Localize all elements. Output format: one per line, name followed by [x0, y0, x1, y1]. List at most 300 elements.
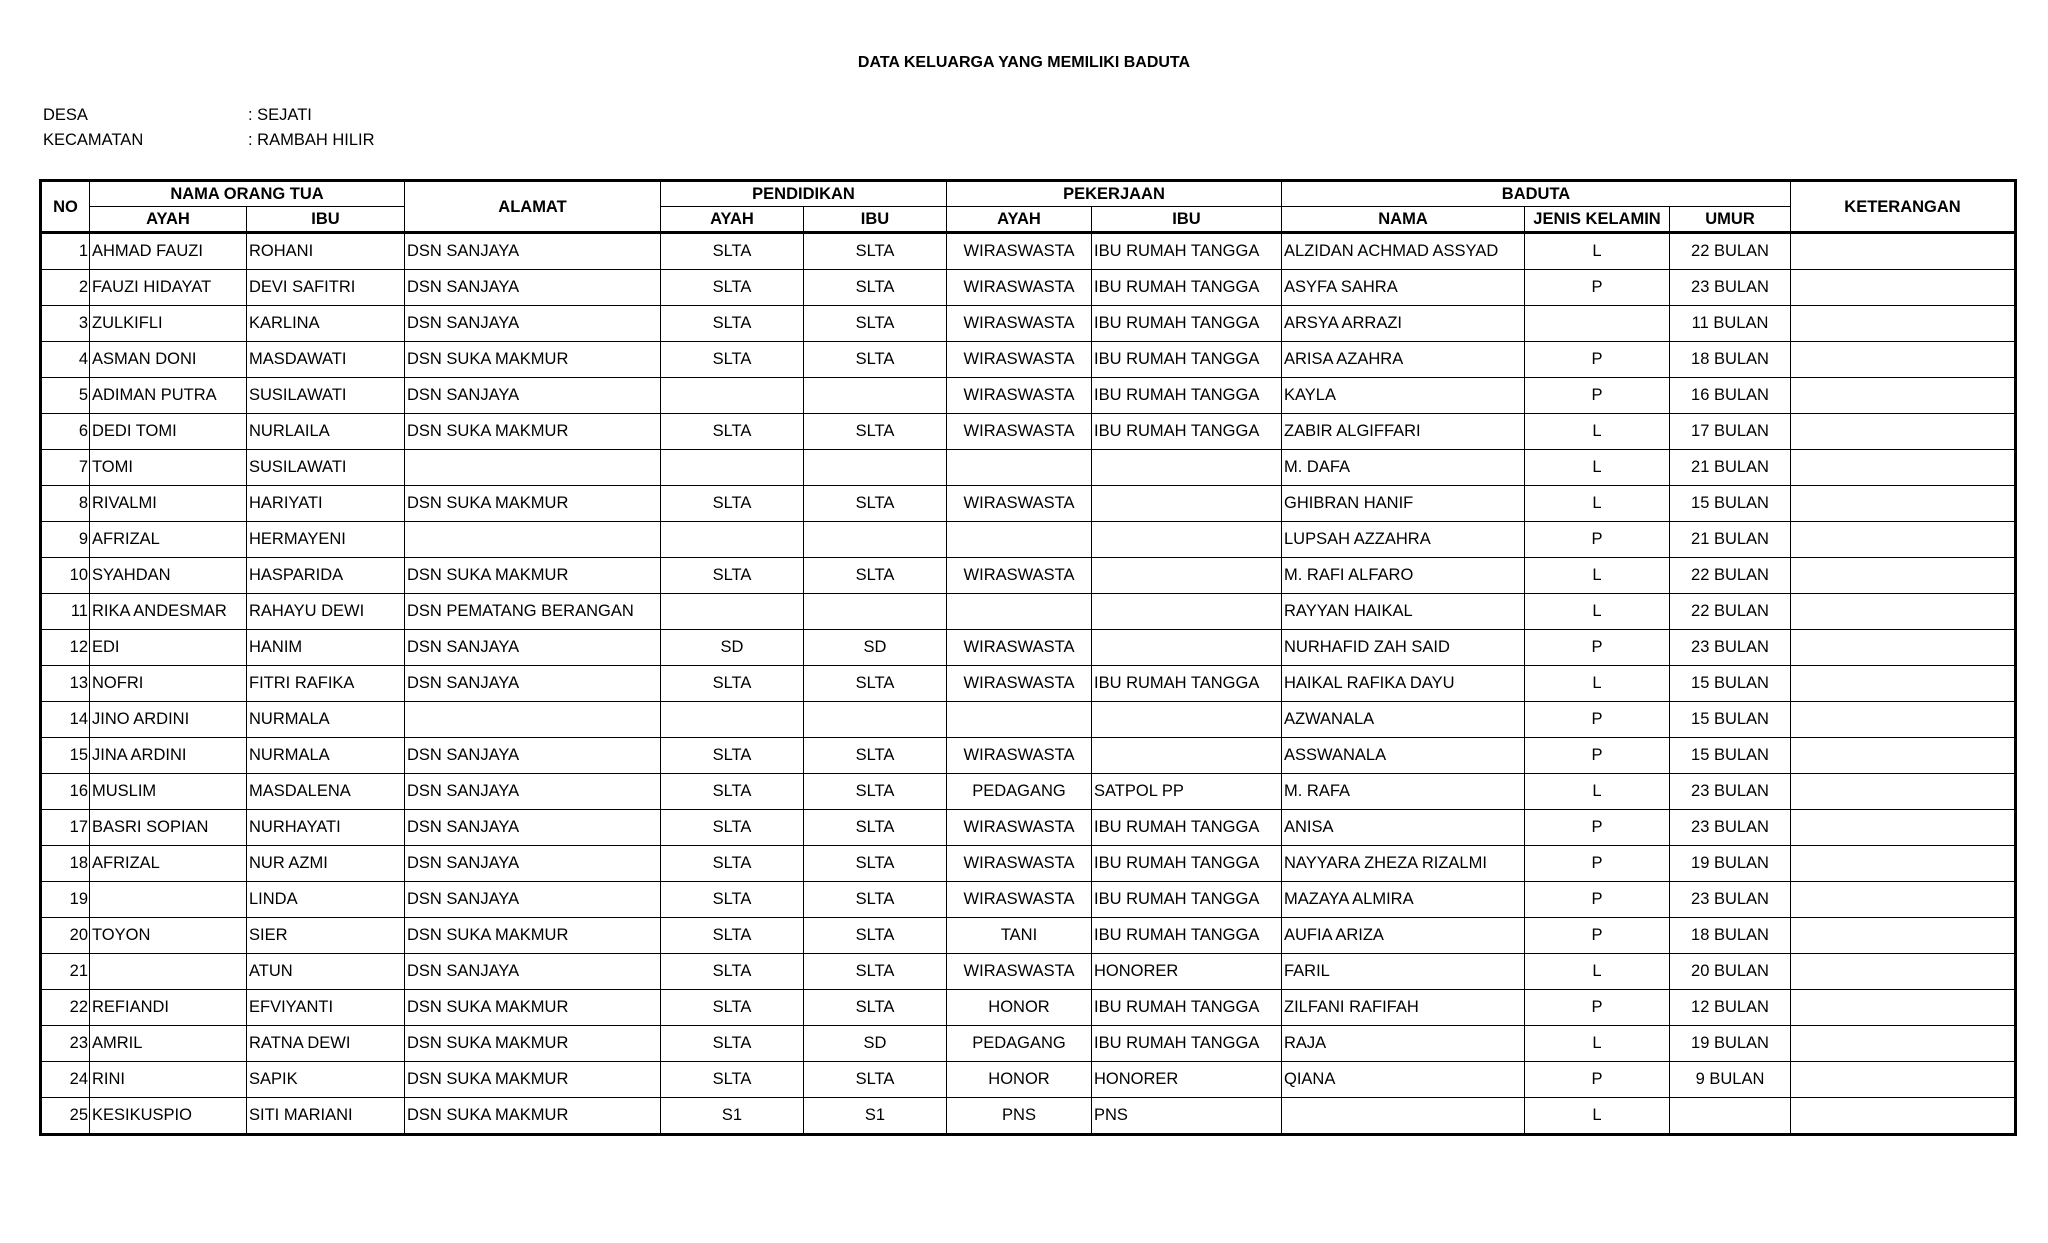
- umur-cell: 21 BULAN: [1670, 450, 1791, 486]
- ibu-name-cell: SUSILAWATI: [247, 450, 405, 486]
- pekerjaan-ayah-cell: WIRASWASTA: [947, 558, 1092, 594]
- alamat-cell: DSN SUKA MAKMUR: [405, 558, 661, 594]
- ibu-name-cell: SUSILAWATI: [247, 378, 405, 414]
- ayah-name-cell: TOYON: [90, 918, 247, 954]
- pendidikan-ayah-cell: [661, 522, 804, 558]
- ibu-name-cell: NURLAILA: [247, 414, 405, 450]
- umur-cell: 22 BULAN: [1670, 558, 1791, 594]
- pendidikan-ayah-cell: SLTA: [661, 954, 804, 990]
- jenis-kelamin-cell: L: [1525, 233, 1670, 270]
- baduta-nama-cell: GHIBRAN HANIF: [1282, 486, 1525, 522]
- header-baduta: BADUTA: [1282, 181, 1791, 207]
- jenis-kelamin-cell: P: [1525, 738, 1670, 774]
- header-pendidikan-ayah: AYAH: [661, 207, 804, 233]
- table-row: [41, 882, 2016, 918]
- umur-cell: 18 BULAN: [1670, 342, 1791, 378]
- jenis-kelamin-cell: P: [1525, 1062, 1670, 1098]
- ayah-name-cell: [90, 882, 247, 918]
- ibu-name-cell: MASDAWATI: [247, 342, 405, 378]
- ibu-name-cell: HARIYATI: [247, 486, 405, 522]
- ayah-name-cell: [90, 954, 247, 990]
- pekerjaan-ayah-cell: PNS: [947, 1098, 1092, 1135]
- pekerjaan-ibu-cell: HONORER: [1092, 954, 1282, 990]
- no-cell: 3: [41, 306, 90, 342]
- keterangan-cell: [1791, 882, 2016, 918]
- baduta-nama-cell: ANISA: [1282, 810, 1525, 846]
- umur-cell: 19 BULAN: [1670, 1026, 1791, 1062]
- keterangan-cell: [1791, 378, 2016, 414]
- umur-cell: 19 BULAN: [1670, 846, 1791, 882]
- ibu-name-cell: RAHAYU DEWI: [247, 594, 405, 630]
- alamat-cell: [405, 522, 661, 558]
- pekerjaan-ibu-cell: IBU RUMAH TANGGA: [1092, 846, 1282, 882]
- table-row: [41, 774, 2016, 810]
- no-cell: 2: [41, 270, 90, 306]
- jenis-kelamin-cell: P: [1525, 846, 1670, 882]
- ayah-name-cell: FAUZI HIDAYAT: [90, 270, 247, 306]
- ayah-name-cell: EDI: [90, 630, 247, 666]
- alamat-cell: DSN SUKA MAKMUR: [405, 1062, 661, 1098]
- pekerjaan-ibu-cell: IBU RUMAH TANGGA: [1092, 918, 1282, 954]
- header-umur: UMUR: [1670, 207, 1791, 233]
- umur-cell: 15 BULAN: [1670, 666, 1791, 702]
- keterangan-cell: [1791, 414, 2016, 450]
- keterangan-cell: [1791, 774, 2016, 810]
- header-no: NO: [41, 181, 90, 233]
- ibu-name-cell: SIER: [247, 918, 405, 954]
- baduta-nama-cell: RAJA: [1282, 1026, 1525, 1062]
- baduta-nama-cell: M. DAFA: [1282, 450, 1525, 486]
- baduta-nama-cell: NAYYARA ZHEZA RIZALMI: [1282, 846, 1525, 882]
- no-cell: 21: [41, 954, 90, 990]
- header-pekerjaan-ayah: AYAH: [947, 207, 1092, 233]
- table-row: [41, 702, 2016, 738]
- desa-line: [43, 106, 312, 125]
- keterangan-cell: [1791, 702, 2016, 738]
- pendidikan-ibu-cell: SLTA: [804, 846, 947, 882]
- pendidikan-ibu-cell: SD: [804, 1026, 947, 1062]
- pendidikan-ayah-cell: SLTA: [661, 990, 804, 1026]
- ibu-name-cell: HASPARIDA: [247, 558, 405, 594]
- pendidikan-ibu-cell: SLTA: [804, 1062, 947, 1098]
- keterangan-cell: [1791, 630, 2016, 666]
- jenis-kelamin-cell: L: [1525, 774, 1670, 810]
- pekerjaan-ayah-cell: WIRASWASTA: [947, 810, 1092, 846]
- keterangan-cell: [1791, 486, 2016, 522]
- pekerjaan-ayah-cell: WIRASWASTA: [947, 414, 1092, 450]
- pendidikan-ayah-cell: S1: [661, 1098, 804, 1135]
- alamat-cell: DSN SANJAYA: [405, 306, 661, 342]
- table-row: [41, 233, 2016, 270]
- no-cell: 22: [41, 990, 90, 1026]
- keterangan-cell: [1791, 558, 2016, 594]
- jenis-kelamin-cell: P: [1525, 882, 1670, 918]
- keterangan-cell: [1791, 1062, 2016, 1098]
- alamat-cell: DSN SANJAYA: [405, 270, 661, 306]
- keterangan-cell: [1791, 450, 2016, 486]
- umur-cell: 11 BULAN: [1670, 306, 1791, 342]
- umur-cell: 15 BULAN: [1670, 702, 1791, 738]
- alamat-cell: DSN SANJAYA: [405, 630, 661, 666]
- pekerjaan-ayah-cell: WIRASWASTA: [947, 846, 1092, 882]
- umur-cell: 23 BULAN: [1670, 270, 1791, 306]
- header-nama-orang-tua: NAMA ORANG TUA: [90, 181, 405, 207]
- pendidikan-ibu-cell: [804, 702, 947, 738]
- jenis-kelamin-cell: L: [1525, 1098, 1670, 1135]
- table-row: [41, 666, 2016, 702]
- header-pekerjaan-ibu: IBU: [1092, 207, 1282, 233]
- pekerjaan-ayah-cell: WIRASWASTA: [947, 954, 1092, 990]
- kecamatan-line: [43, 131, 375, 150]
- ayah-name-cell: RIKA ANDESMAR: [90, 594, 247, 630]
- pendidikan-ibu-cell: SLTA: [804, 990, 947, 1026]
- kecamatan-label: KECAMATAN: [43, 131, 144, 149]
- pekerjaan-ibu-cell: [1092, 558, 1282, 594]
- alamat-cell: [405, 450, 661, 486]
- pekerjaan-ibu-cell: IBU RUMAH TANGGA: [1092, 882, 1282, 918]
- keterangan-cell: [1791, 846, 2016, 882]
- ibu-name-cell: NURMALA: [247, 738, 405, 774]
- no-cell: 17: [41, 810, 90, 846]
- umur-cell: 23 BULAN: [1670, 810, 1791, 846]
- header-alamat: ALAMAT: [405, 181, 661, 233]
- table-row: [41, 630, 2016, 666]
- table-row: [41, 594, 2016, 630]
- no-cell: 8: [41, 486, 90, 522]
- pendidikan-ibu-cell: SLTA: [804, 774, 947, 810]
- ayah-name-cell: ASMAN DONI: [90, 342, 247, 378]
- jenis-kelamin-cell: L: [1525, 1026, 1670, 1062]
- jenis-kelamin-cell: P: [1525, 522, 1670, 558]
- pendidikan-ibu-cell: SLTA: [804, 810, 947, 846]
- pendidikan-ayah-cell: SLTA: [661, 486, 804, 522]
- pendidikan-ibu-cell: [804, 378, 947, 414]
- alamat-cell: DSN SUKA MAKMUR: [405, 342, 661, 378]
- jenis-kelamin-cell: P: [1525, 918, 1670, 954]
- header-ayah: AYAH: [90, 207, 247, 233]
- no-cell: 9: [41, 522, 90, 558]
- pendidikan-ayah-cell: [661, 594, 804, 630]
- baduta-nama-cell: ASSWANALA: [1282, 738, 1525, 774]
- header-jenis-kelamin: JENIS KELAMIN: [1525, 207, 1670, 233]
- baduta-nama-cell: NURHAFID ZAH SAID: [1282, 630, 1525, 666]
- pekerjaan-ayah-cell: WIRASWASTA: [947, 882, 1092, 918]
- alamat-cell: DSN SANJAYA: [405, 666, 661, 702]
- table-row: [41, 990, 2016, 1026]
- pekerjaan-ibu-cell: IBU RUMAH TANGGA: [1092, 666, 1282, 702]
- pekerjaan-ibu-cell: PNS: [1092, 1098, 1282, 1135]
- pendidikan-ayah-cell: [661, 450, 804, 486]
- pekerjaan-ayah-cell: WIRASWASTA: [947, 738, 1092, 774]
- pekerjaan-ibu-cell: IBU RUMAH TANGGA: [1092, 810, 1282, 846]
- pendidikan-ibu-cell: SLTA: [804, 342, 947, 378]
- alamat-cell: DSN SUKA MAKMUR: [405, 486, 661, 522]
- ayah-name-cell: AHMAD FAUZI: [90, 233, 247, 270]
- baduta-nama-cell: M. RAFI ALFARO: [1282, 558, 1525, 594]
- umur-cell: 15 BULAN: [1670, 486, 1791, 522]
- umur-cell: 9 BULAN: [1670, 1062, 1791, 1098]
- ibu-name-cell: HANIM: [247, 630, 405, 666]
- no-cell: 1: [41, 233, 90, 270]
- baduta-nama-cell: HAIKAL RAFIKA DAYU: [1282, 666, 1525, 702]
- header-pekerjaan: PEKERJAAN: [947, 181, 1282, 207]
- ibu-name-cell: ROHANI: [247, 233, 405, 270]
- ayah-name-cell: AMRIL: [90, 1026, 247, 1062]
- kecamatan-value: : RAMBAH HILIR: [248, 131, 375, 149]
- keterangan-cell: [1791, 918, 2016, 954]
- ibu-name-cell: SAPIK: [247, 1062, 405, 1098]
- pekerjaan-ibu-cell: IBU RUMAH TANGGA: [1092, 306, 1282, 342]
- table-row: [41, 522, 2016, 558]
- pendidikan-ibu-cell: SLTA: [804, 558, 947, 594]
- pekerjaan-ayah-cell: WIRASWASTA: [947, 378, 1092, 414]
- baduta-nama-cell: ZABIR ALGIFFARI: [1282, 414, 1525, 450]
- pekerjaan-ayah-cell: WIRASWASTA: [947, 342, 1092, 378]
- pendidikan-ibu-cell: [804, 522, 947, 558]
- baduta-nama-cell: KAYLA: [1282, 378, 1525, 414]
- baduta-nama-cell: ALZIDAN ACHMAD ASSYAD: [1282, 233, 1525, 270]
- pekerjaan-ayah-cell: TANI: [947, 918, 1092, 954]
- pendidikan-ibu-cell: SLTA: [804, 918, 947, 954]
- no-cell: 7: [41, 450, 90, 486]
- baduta-nama-cell: LUPSAH AZZAHRA: [1282, 522, 1525, 558]
- no-cell: 11: [41, 594, 90, 630]
- pendidikan-ayah-cell: SLTA: [661, 882, 804, 918]
- no-cell: 23: [41, 1026, 90, 1062]
- table-row: [41, 378, 2016, 414]
- table-row: [41, 738, 2016, 774]
- pendidikan-ayah-cell: SLTA: [661, 918, 804, 954]
- pekerjaan-ibu-cell: [1092, 486, 1282, 522]
- pendidikan-ibu-cell: [804, 594, 947, 630]
- pekerjaan-ibu-cell: [1092, 594, 1282, 630]
- no-cell: 10: [41, 558, 90, 594]
- alamat-cell: DSN SANJAYA: [405, 378, 661, 414]
- pendidikan-ayah-cell: SLTA: [661, 738, 804, 774]
- jenis-kelamin-cell: P: [1525, 342, 1670, 378]
- pendidikan-ayah-cell: SLTA: [661, 846, 804, 882]
- umur-cell: 23 BULAN: [1670, 882, 1791, 918]
- desa-label: DESA: [43, 106, 88, 124]
- pendidikan-ibu-cell: SD: [804, 630, 947, 666]
- jenis-kelamin-cell: P: [1525, 630, 1670, 666]
- ayah-name-cell: NOFRI: [90, 666, 247, 702]
- umur-cell: [1670, 1098, 1791, 1135]
- pendidikan-ibu-cell: SLTA: [804, 882, 947, 918]
- header-pendidikan: PENDIDIKAN: [661, 181, 947, 207]
- ayah-name-cell: AFRIZAL: [90, 846, 247, 882]
- table-row: [41, 918, 2016, 954]
- keterangan-cell: [1791, 666, 2016, 702]
- umur-cell: 22 BULAN: [1670, 233, 1791, 270]
- no-cell: 14: [41, 702, 90, 738]
- alamat-cell: DSN SANJAYA: [405, 882, 661, 918]
- alamat-cell: DSN SUKA MAKMUR: [405, 1098, 661, 1135]
- table-row: [41, 306, 2016, 342]
- pendidikan-ibu-cell: SLTA: [804, 486, 947, 522]
- pendidikan-ibu-cell: S1: [804, 1098, 947, 1135]
- umur-cell: 15 BULAN: [1670, 738, 1791, 774]
- pekerjaan-ayah-cell: WIRASWASTA: [947, 306, 1092, 342]
- ibu-name-cell: DEVI SAFITRI: [247, 270, 405, 306]
- table-row: [41, 954, 2016, 990]
- header-keterangan: KETERANGAN: [1791, 181, 2016, 233]
- ibu-name-cell: RATNA DEWI: [247, 1026, 405, 1062]
- table-body: [41, 233, 2016, 1135]
- baduta-nama-cell: RAYYAN HAIKAL: [1282, 594, 1525, 630]
- no-cell: 18: [41, 846, 90, 882]
- alamat-cell: DSN PEMATANG BERANGAN: [405, 594, 661, 630]
- ibu-name-cell: ATUN: [247, 954, 405, 990]
- pekerjaan-ayah-cell: WIRASWASTA: [947, 666, 1092, 702]
- alamat-cell: DSN SUKA MAKMUR: [405, 414, 661, 450]
- pekerjaan-ibu-cell: HONORER: [1092, 1062, 1282, 1098]
- umur-cell: 23 BULAN: [1670, 774, 1791, 810]
- pekerjaan-ayah-cell: PEDAGANG: [947, 774, 1092, 810]
- table-row: [41, 450, 2016, 486]
- desa-value: : SEJATI: [248, 106, 312, 124]
- pekerjaan-ayah-cell: WIRASWASTA: [947, 630, 1092, 666]
- keterangan-cell: [1791, 954, 2016, 990]
- ibu-name-cell: MASDALENA: [247, 774, 405, 810]
- ayah-name-cell: DEDI TOMI: [90, 414, 247, 450]
- ayah-name-cell: JINO ARDINI: [90, 702, 247, 738]
- no-cell: 13: [41, 666, 90, 702]
- alamat-cell: DSN SANJAYA: [405, 954, 661, 990]
- ibu-name-cell: HERMAYENI: [247, 522, 405, 558]
- keterangan-cell: [1791, 990, 2016, 1026]
- keterangan-cell: [1791, 1026, 2016, 1062]
- pendidikan-ibu-cell: [804, 450, 947, 486]
- keterangan-cell: [1791, 306, 2016, 342]
- pekerjaan-ayah-cell: [947, 702, 1092, 738]
- alamat-cell: DSN SANJAYA: [405, 233, 661, 270]
- ibu-name-cell: KARLINA: [247, 306, 405, 342]
- pekerjaan-ayah-cell: [947, 594, 1092, 630]
- keterangan-cell: [1791, 342, 2016, 378]
- pekerjaan-ibu-cell: [1092, 738, 1282, 774]
- jenis-kelamin-cell: P: [1525, 702, 1670, 738]
- jenis-kelamin-cell: L: [1525, 666, 1670, 702]
- pekerjaan-ibu-cell: IBU RUMAH TANGGA: [1092, 1026, 1282, 1062]
- pekerjaan-ayah-cell: [947, 522, 1092, 558]
- table-row: [41, 1026, 2016, 1062]
- pendidikan-ayah-cell: SLTA: [661, 342, 804, 378]
- pendidikan-ayah-cell: SLTA: [661, 233, 804, 270]
- table-row: [41, 486, 2016, 522]
- ibu-name-cell: NUR AZMI: [247, 846, 405, 882]
- pekerjaan-ibu-cell: IBU RUMAH TANGGA: [1092, 342, 1282, 378]
- keterangan-cell: [1791, 594, 2016, 630]
- header-ibu: IBU: [247, 207, 405, 233]
- ayah-name-cell: KESIKUSPIO: [90, 1098, 247, 1135]
- pendidikan-ibu-cell: SLTA: [804, 738, 947, 774]
- keterangan-cell: [1791, 233, 2016, 270]
- keterangan-cell: [1791, 522, 2016, 558]
- pendidikan-ayah-cell: SLTA: [661, 306, 804, 342]
- ibu-name-cell: NURMALA: [247, 702, 405, 738]
- baduta-table: [39, 179, 2017, 1136]
- table-row: [41, 846, 2016, 882]
- alamat-cell: DSN SUKA MAKMUR: [405, 918, 661, 954]
- table-row: [41, 1062, 2016, 1098]
- pekerjaan-ibu-cell: IBU RUMAH TANGGA: [1092, 414, 1282, 450]
- pekerjaan-ibu-cell: IBU RUMAH TANGGA: [1092, 378, 1282, 414]
- pekerjaan-ayah-cell: PEDAGANG: [947, 1026, 1092, 1062]
- alamat-cell: DSN SUKA MAKMUR: [405, 1026, 661, 1062]
- jenis-kelamin-cell: L: [1525, 414, 1670, 450]
- baduta-nama-cell: ZILFANI RAFIFAH: [1282, 990, 1525, 1026]
- alamat-cell: DSN SANJAYA: [405, 774, 661, 810]
- pendidikan-ibu-cell: SLTA: [804, 954, 947, 990]
- pekerjaan-ayah-cell: [947, 450, 1092, 486]
- table-row: [41, 1098, 2016, 1135]
- baduta-nama-cell: FARIL: [1282, 954, 1525, 990]
- pendidikan-ibu-cell: SLTA: [804, 233, 947, 270]
- pendidikan-ibu-cell: SLTA: [804, 666, 947, 702]
- ayah-name-cell: ZULKIFLI: [90, 306, 247, 342]
- jenis-kelamin-cell: P: [1525, 810, 1670, 846]
- ayah-name-cell: ADIMAN PUTRA: [90, 378, 247, 414]
- pendidikan-ayah-cell: [661, 378, 804, 414]
- baduta-nama-cell: QIANA: [1282, 1062, 1525, 1098]
- header-nama: NAMA: [1282, 207, 1525, 233]
- jenis-kelamin-cell: P: [1525, 990, 1670, 1026]
- ayah-name-cell: MUSLIM: [90, 774, 247, 810]
- umur-cell: 23 BULAN: [1670, 630, 1791, 666]
- no-cell: 12: [41, 630, 90, 666]
- ibu-name-cell: EFVIYANTI: [247, 990, 405, 1026]
- pekerjaan-ayah-cell: HONOR: [947, 1062, 1092, 1098]
- no-cell: 16: [41, 774, 90, 810]
- pendidikan-ayah-cell: SLTA: [661, 666, 804, 702]
- ayah-name-cell: BASRI SOPIAN: [90, 810, 247, 846]
- pekerjaan-ibu-cell: [1092, 702, 1282, 738]
- umur-cell: 22 BULAN: [1670, 594, 1791, 630]
- pekerjaan-ibu-cell: IBU RUMAH TANGGA: [1092, 990, 1282, 1026]
- jenis-kelamin-cell: L: [1525, 558, 1670, 594]
- alamat-cell: DSN SUKA MAKMUR: [405, 990, 661, 1026]
- pekerjaan-ibu-cell: SATPOL PP: [1092, 774, 1282, 810]
- ayah-name-cell: REFIANDI: [90, 990, 247, 1026]
- pendidikan-ibu-cell: SLTA: [804, 414, 947, 450]
- baduta-nama-cell: ARSYA ARRAZI: [1282, 306, 1525, 342]
- keterangan-cell: [1791, 1098, 2016, 1135]
- baduta-nama-cell: AUFIA ARIZA: [1282, 918, 1525, 954]
- pekerjaan-ibu-cell: [1092, 630, 1282, 666]
- ibu-name-cell: SITI MARIANI: [247, 1098, 405, 1135]
- jenis-kelamin-cell: L: [1525, 594, 1670, 630]
- ibu-name-cell: LINDA: [247, 882, 405, 918]
- no-cell: 5: [41, 378, 90, 414]
- pekerjaan-ibu-cell: IBU RUMAH TANGGA: [1092, 270, 1282, 306]
- ayah-name-cell: RIVALMI: [90, 486, 247, 522]
- table-row: [41, 558, 2016, 594]
- ayah-name-cell: SYAHDAN: [90, 558, 247, 594]
- document-title: DATA KELUARGA YANG MEMILIKI BADUTA: [857, 54, 1191, 71]
- ayah-name-cell: TOMI: [90, 450, 247, 486]
- jenis-kelamin-cell: P: [1525, 378, 1670, 414]
- pendidikan-ayah-cell: [661, 702, 804, 738]
- keterangan-cell: [1791, 270, 2016, 306]
- baduta-nama-cell: MAZAYA ALMIRA: [1282, 882, 1525, 918]
- pekerjaan-ibu-cell: [1092, 522, 1282, 558]
- table-row: [41, 342, 2016, 378]
- jenis-kelamin-cell: L: [1525, 450, 1670, 486]
- pendidikan-ayah-cell: SLTA: [661, 414, 804, 450]
- pendidikan-ayah-cell: SD: [661, 630, 804, 666]
- umur-cell: 17 BULAN: [1670, 414, 1791, 450]
